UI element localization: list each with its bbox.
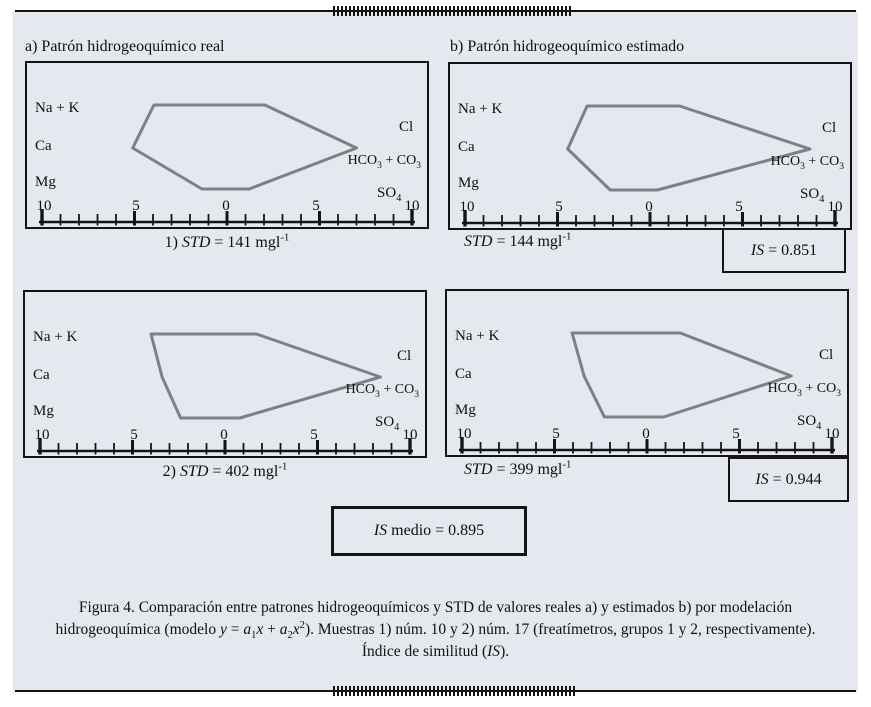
stiff-panel-real-sample2 <box>23 290 427 458</box>
std-caption-sample2-real: 2) STD = 402 mgl$^{-1}$ <box>162 460 288 480</box>
ion-label-hco3-co3: $HCO_3 + CO_3$ <box>345 382 419 400</box>
ion-label-na-k: Na + K <box>35 100 80 116</box>
tick-label: 5 <box>555 199 563 215</box>
tick-label: 0 <box>222 198 230 214</box>
tick-label: 10 <box>402 427 418 443</box>
ion-label-na-k: Na + K <box>33 329 78 345</box>
ion-label-hco3-co3: $HCO_3 + CO_3$ <box>770 154 844 172</box>
figure-caption-line1: Figura 4. Comparación entre patrones hidrogeoquímicos y STD de valores reales a) y estimados b) por modelación <box>78 599 793 616</box>
similarity-index-value: IS = 0.944 <box>755 470 822 488</box>
tick-label: 5 <box>732 426 740 442</box>
tick-label: 5 <box>310 427 318 443</box>
panel-title-b: b) Patrón hidrogeoquímico estimado <box>450 38 685 55</box>
tick-label: 5 <box>735 199 743 215</box>
ion-label-mg: Mg <box>33 403 54 419</box>
tick-label: 10 <box>36 198 52 214</box>
similarity-index-value: IS = 0.851 <box>750 241 818 259</box>
std-caption-sample1-estimated: STD = 144 mgl$^{-1}$ <box>464 230 572 250</box>
ion-label-mg: Mg <box>35 174 56 190</box>
ion-label-hco3-co3: $HCO_3 + CO_3$ <box>347 153 421 171</box>
tick-label: 10 <box>459 199 475 215</box>
ion-label-cl: Cl <box>399 119 414 135</box>
stiff-panel-estimated-sample1 <box>448 62 852 230</box>
stiff-panel-estimated-sample2 <box>445 289 849 457</box>
ion-label-so4: $SO_4$ <box>377 185 402 204</box>
similarity-index-mean-box <box>331 506 527 556</box>
axis-tick-labels <box>25 428 425 444</box>
tick-label: 5 <box>132 198 140 214</box>
tick-label: 5 <box>552 426 560 442</box>
tick-label: 10 <box>456 426 472 442</box>
tick-label: 5 <box>130 427 138 443</box>
similarity-index-mean-value: IS medio = 0.895 <box>373 522 485 539</box>
tick-label: 5 <box>312 198 320 214</box>
figure-caption <box>36 597 835 663</box>
tick-label: 10 <box>404 198 420 214</box>
axis-tick-labels <box>27 199 427 215</box>
ion-label-ca: Ca <box>455 366 472 382</box>
stiff-panel-real-sample1 <box>25 61 429 229</box>
ion-label-ca: Ca <box>458 139 475 155</box>
figure-caption-line3: Índice de similitud (IS). <box>361 643 510 660</box>
ion-label-ca: Ca <box>33 367 50 383</box>
axis-tick-labels <box>447 427 847 443</box>
ion-label-cl: Cl <box>397 348 412 364</box>
tick-label: 10 <box>34 427 50 443</box>
ion-label-so4: $SO_4$ <box>797 413 822 432</box>
tick-label: 0 <box>220 427 228 443</box>
top-hatch-decoration <box>333 6 573 16</box>
bottom-hatch-decoration <box>333 686 575 696</box>
similarity-index-box-sample1 <box>722 228 846 273</box>
ion-label-so4: $SO_4$ <box>375 414 400 433</box>
ion-label-so4: $SO_4$ <box>800 186 825 205</box>
ion-label-cl: Cl <box>819 347 834 363</box>
ion-label-mg: Mg <box>455 402 476 418</box>
ion-label-ca: Ca <box>35 138 52 154</box>
tick-label: 0 <box>642 426 650 442</box>
ion-label-mg: Mg <box>458 175 479 191</box>
std-caption-sample1-real: 1) STD = 141 mgl$^{-1}$ <box>164 231 290 251</box>
figure-caption-line2: hidrogeoquímica (modelo $y = a_1x + a_2x^2$). Muestras 1) núm. 10 y 2) núm. 17 (freatímetros, grupos 1 y 2, respectivamente). <box>55 619 816 642</box>
axis-tick-labels <box>450 200 850 216</box>
tick-label: 10 <box>827 199 843 215</box>
tick-label: 10 <box>824 426 840 442</box>
ion-label-cl: Cl <box>822 120 837 136</box>
ion-label-na-k: Na + K <box>455 328 500 344</box>
ion-label-hco3-co3: $HCO_3 + CO_3$ <box>767 381 841 399</box>
ion-label-na-k: Na + K <box>458 101 503 117</box>
std-caption-sample2-estimated: STD = 399 mgl$^{-1}$ <box>464 458 572 478</box>
panel-title-a: a) Patrón hidrogeoquímico real <box>25 38 225 55</box>
tick-label: 0 <box>645 199 653 215</box>
similarity-index-box-sample2 <box>728 457 849 502</box>
